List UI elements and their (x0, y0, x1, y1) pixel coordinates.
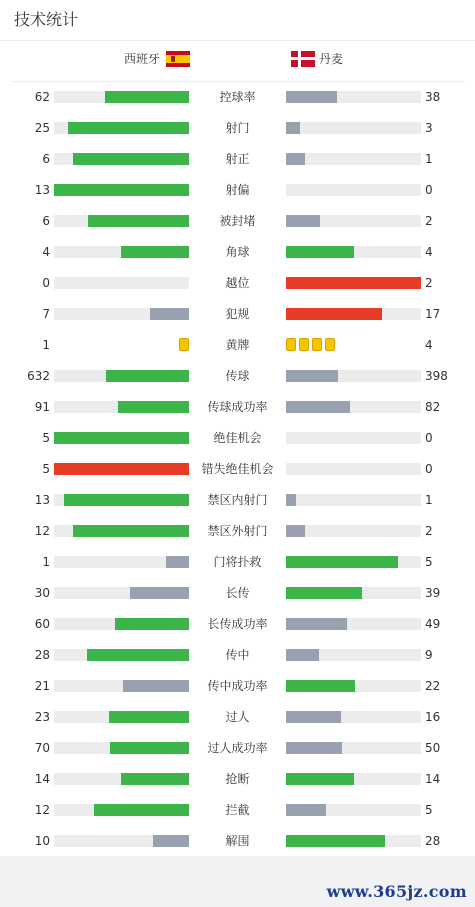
stat-row (0, 485, 475, 516)
page-title: 技术统计 (14, 10, 79, 29)
away-bar (286, 215, 320, 227)
away-bar-track (286, 680, 421, 692)
home-bar-track (54, 277, 189, 289)
away-bar (286, 649, 319, 661)
stat-row (0, 733, 475, 764)
yellow-card-icon (286, 338, 296, 351)
yellow-card-icon (179, 338, 189, 351)
away-value: 14 (425, 772, 441, 786)
away-bar-track (286, 463, 421, 475)
stat-row (0, 454, 475, 485)
away-bar (286, 91, 337, 103)
stat-label: 解围 (225, 834, 250, 848)
stat-row (0, 795, 475, 826)
home-bar-track (54, 91, 189, 103)
stat-label: 禁区外射门 (207, 524, 268, 538)
stats-list (0, 82, 475, 857)
stat-label: 门将扑救 (213, 555, 262, 569)
away-value: 82 (425, 400, 441, 414)
home-bar-track (54, 494, 189, 506)
away-value: 9 (425, 648, 433, 662)
away-bar-track (286, 122, 421, 134)
away-bar-track (286, 711, 421, 723)
stat-label: 传球成功率 (207, 400, 268, 414)
away-bar-track (286, 91, 421, 103)
stat-row (0, 516, 475, 547)
denmark-flag-icon (291, 51, 315, 67)
home-bar-track (54, 680, 189, 692)
home-bar-track (54, 525, 189, 537)
home-value: 21 (34, 679, 50, 693)
stat-label: 射门 (225, 121, 250, 135)
away-bar-track (286, 587, 421, 599)
teams-header (0, 50, 475, 72)
home-value: 5 (42, 431, 50, 445)
home-bar (54, 184, 189, 196)
away-value: 3 (425, 121, 433, 135)
stat-row (0, 671, 475, 702)
away-value: 1 (425, 152, 433, 166)
away-bar-track (286, 308, 421, 320)
home-value: 7 (42, 307, 50, 321)
stat-row (0, 640, 475, 671)
stat-row (0, 144, 475, 175)
home-value: 70 (34, 741, 50, 755)
home-value: 6 (42, 214, 50, 228)
away-value: 17 (425, 307, 441, 321)
home-bar-track (54, 556, 189, 568)
stat-label: 黄牌 (225, 338, 250, 352)
home-value: 62 (34, 90, 50, 104)
away-value: 0 (425, 431, 433, 445)
home-bar-track (54, 401, 189, 413)
stat-label: 犯规 (225, 307, 250, 321)
home-bar-track (54, 370, 189, 382)
home-value: 12 (34, 524, 50, 538)
away-bar (286, 370, 338, 382)
away-value: 398 (425, 369, 448, 383)
home-bar-track (54, 463, 189, 475)
away-bar (286, 525, 305, 537)
away-value: 28 (425, 834, 441, 848)
away-bar (286, 246, 354, 258)
stat-label: 射正 (225, 152, 250, 166)
away-value: 2 (425, 214, 433, 228)
stat-row (0, 578, 475, 609)
away-bar-track (286, 835, 421, 847)
away-value: 2 (425, 276, 433, 290)
home-value: 10 (34, 834, 50, 848)
away-bar (286, 587, 362, 599)
away-bar-track (286, 153, 421, 165)
home-bar-track (54, 432, 189, 444)
away-bar-track (286, 432, 421, 444)
stat-label: 长传成功率 (207, 617, 268, 631)
home-bar-track (54, 184, 189, 196)
home-bar (109, 711, 189, 723)
stat-label: 绝佳机会 (213, 431, 262, 445)
home-bar-track (54, 835, 189, 847)
home-bar-track (54, 122, 189, 134)
home-bar (64, 494, 189, 506)
home-team-name: 西班牙 (123, 52, 160, 66)
away-bar (286, 680, 355, 692)
stat-row (0, 423, 475, 454)
away-bar-track (286, 525, 421, 537)
away-bar (286, 494, 296, 506)
home-bar (73, 525, 189, 537)
home-bar (68, 122, 189, 134)
home-bar (121, 773, 189, 785)
away-value: 4 (425, 245, 433, 259)
away-bar (286, 773, 354, 785)
home-value: 12 (34, 803, 50, 817)
home-value: 60 (34, 617, 50, 631)
stat-label: 过人成功率 (207, 741, 268, 755)
home-value: 1 (42, 338, 50, 352)
away-bar (286, 618, 347, 630)
away-bar (286, 122, 300, 134)
spain-flag-icon (166, 51, 190, 67)
away-value: 4 (425, 338, 433, 352)
away-bar-track (286, 246, 421, 258)
away-bar (286, 556, 398, 568)
home-value: 6 (42, 152, 50, 166)
home-bar (54, 432, 189, 444)
home-value: 1 (42, 555, 50, 569)
stat-row (0, 113, 475, 144)
stat-row (0, 609, 475, 640)
stat-label: 越位 (225, 276, 250, 290)
stat-row (0, 82, 475, 113)
away-value: 50 (425, 741, 441, 755)
away-bar-track (286, 370, 421, 382)
home-bar (123, 680, 189, 692)
home-bar (105, 91, 189, 103)
away-value: 0 (425, 183, 433, 197)
home-bar (153, 835, 189, 847)
home-bar (87, 649, 189, 661)
home-value: 30 (34, 586, 50, 600)
divider (0, 40, 475, 41)
away-bar-track (286, 804, 421, 816)
away-bar-track (286, 773, 421, 785)
home-bar (110, 742, 189, 754)
away-team (291, 50, 343, 67)
stat-row (0, 330, 475, 361)
home-bar (106, 370, 189, 382)
home-value: 23 (34, 710, 50, 724)
home-value: 28 (34, 648, 50, 662)
home-bar-track (54, 587, 189, 599)
home-bar-track (54, 804, 189, 816)
home-bar-track (54, 215, 189, 227)
stat-row (0, 392, 475, 423)
home-value: 91 (34, 400, 50, 414)
home-bar-track (54, 649, 189, 661)
away-team-name: 丹麦 (319, 52, 344, 66)
yellow-card-icon (325, 338, 335, 351)
home-bar-track (54, 773, 189, 785)
stat-label: 传球 (225, 369, 250, 383)
home-value: 13 (34, 183, 50, 197)
away-bar (286, 835, 385, 847)
home-bar-track (54, 246, 189, 258)
home-value: 4 (42, 245, 50, 259)
home-bar-track (54, 308, 189, 320)
stat-label: 角球 (225, 245, 250, 259)
away-value: 16 (425, 710, 441, 724)
home-bar-track (54, 153, 189, 165)
away-bar-track (286, 649, 421, 661)
home-value: 13 (34, 493, 50, 507)
stat-row (0, 206, 475, 237)
away-value: 49 (425, 617, 441, 631)
home-bar (121, 246, 189, 258)
home-bar (130, 587, 189, 599)
away-bar (286, 308, 382, 320)
stat-label: 长传 (225, 586, 250, 600)
stat-row (0, 175, 475, 206)
home-yellow-cards (179, 338, 189, 351)
away-bar-track (286, 184, 421, 196)
watermark: www.365jz.com (326, 882, 467, 901)
home-bar (115, 618, 189, 630)
away-bar-track (286, 277, 421, 289)
stat-label: 被封堵 (219, 214, 256, 228)
stat-row (0, 268, 475, 299)
home-bar (88, 215, 189, 227)
home-bar (73, 153, 189, 165)
stat-row (0, 826, 475, 857)
away-value: 5 (425, 555, 433, 569)
away-bar-track (286, 494, 421, 506)
away-bar-track (286, 742, 421, 754)
stat-label: 拦截 (225, 803, 250, 817)
stat-label: 过人 (225, 710, 250, 724)
stat-label: 传中成功率 (207, 679, 268, 693)
home-value: 632 (27, 369, 50, 383)
home-value: 14 (34, 772, 50, 786)
away-bar (286, 711, 341, 723)
away-value: 22 (425, 679, 441, 693)
home-bar (166, 556, 189, 568)
away-yellow-cards (286, 338, 335, 351)
stat-row (0, 361, 475, 392)
home-bar-track (54, 618, 189, 630)
home-bar-track (54, 711, 189, 723)
away-bar-track (286, 401, 421, 413)
home-bar (94, 804, 189, 816)
home-value: 0 (42, 276, 50, 290)
home-value: 25 (34, 121, 50, 135)
home-value: 5 (42, 462, 50, 476)
stat-row (0, 299, 475, 330)
stat-label: 抢断 (225, 772, 250, 786)
yellow-card-icon (312, 338, 322, 351)
home-bar (118, 401, 189, 413)
stat-label: 控球率 (219, 90, 256, 104)
away-bar-track (286, 556, 421, 568)
away-bar-track (286, 215, 421, 227)
stat-label: 禁区内射门 (207, 493, 268, 507)
away-value: 2 (425, 524, 433, 538)
away-bar (286, 153, 305, 165)
home-bar-track (54, 742, 189, 754)
yellow-card-icon (299, 338, 309, 351)
stat-row (0, 702, 475, 733)
stat-label: 错失绝佳机会 (201, 462, 274, 476)
stat-row (0, 237, 475, 268)
home-team (124, 50, 190, 67)
away-value: 38 (425, 90, 441, 104)
stat-row (0, 547, 475, 578)
away-value: 0 (425, 462, 433, 476)
away-value: 39 (425, 586, 441, 600)
away-value: 5 (425, 803, 433, 817)
away-bar (286, 401, 350, 413)
away-bar (286, 277, 421, 289)
stat-row (0, 764, 475, 795)
home-bar (150, 308, 189, 320)
away-value: 1 (425, 493, 433, 507)
away-bar (286, 804, 326, 816)
away-bar (286, 742, 342, 754)
home-bar (54, 463, 189, 475)
stat-label: 射偏 (225, 183, 250, 197)
stat-label: 传中 (225, 648, 250, 662)
away-bar-track (286, 618, 421, 630)
